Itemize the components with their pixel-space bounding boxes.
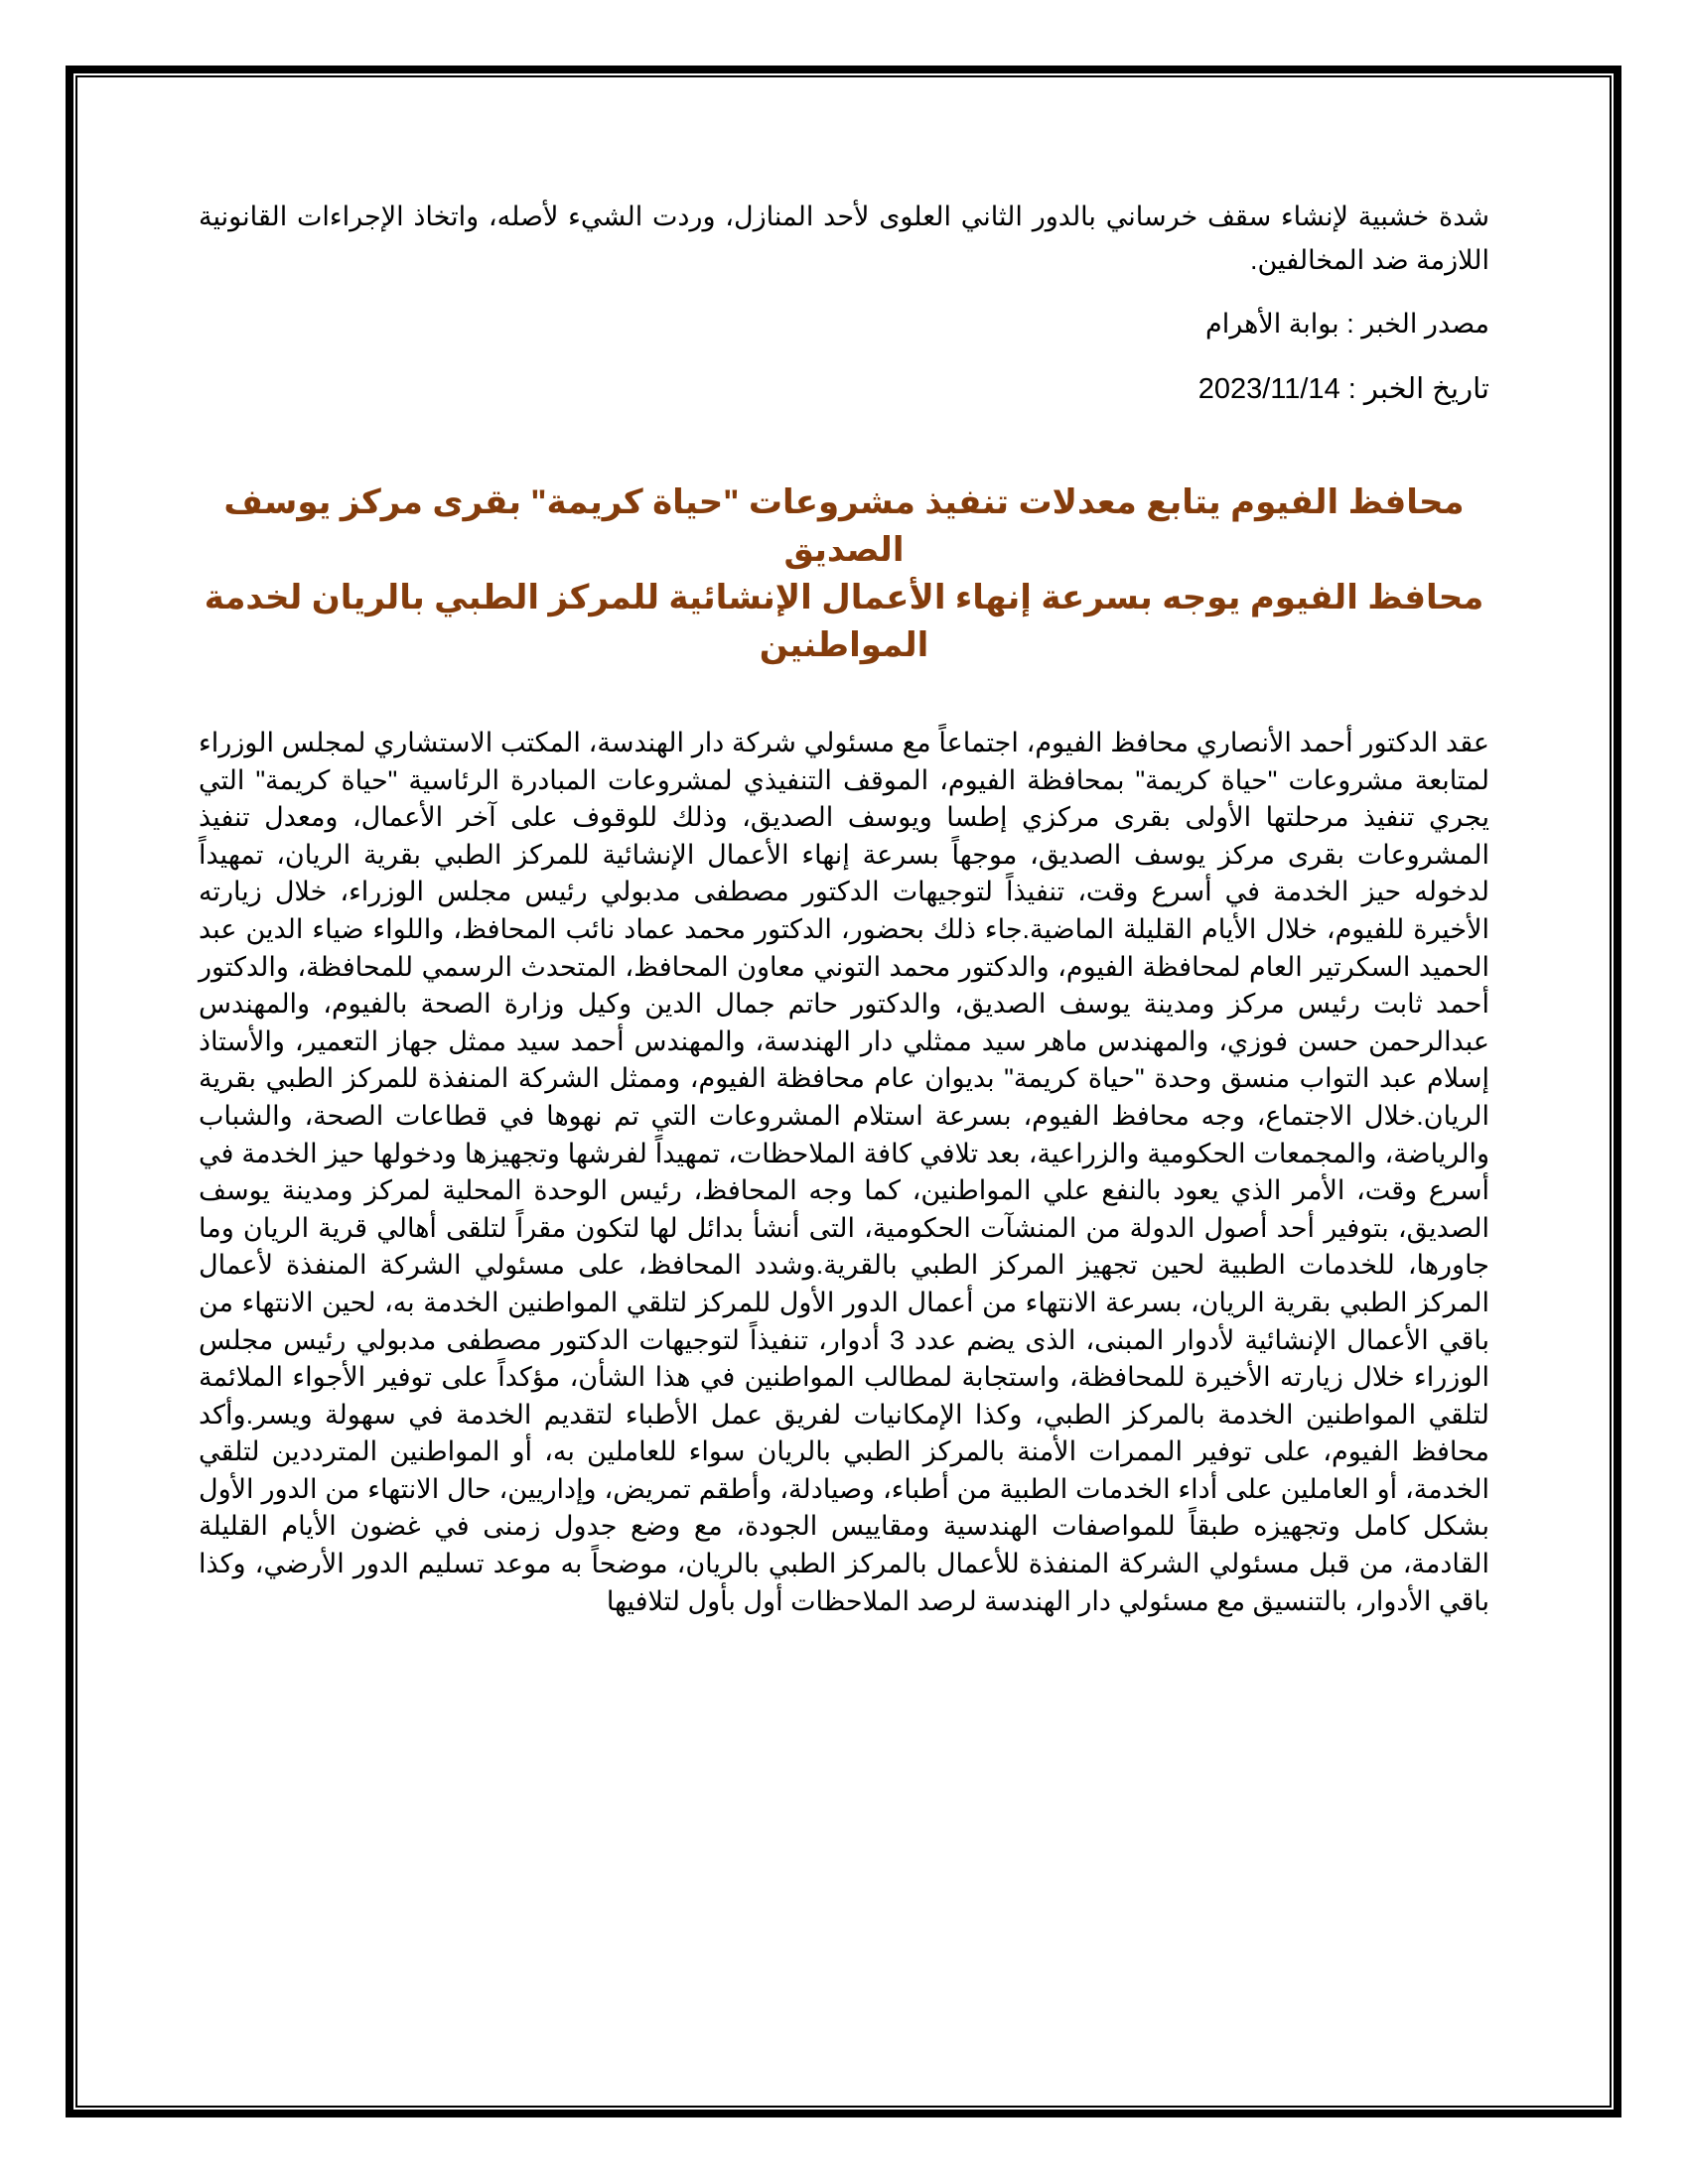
article-headline xyxy=(199,478,1489,669)
news-source: مصدر الخبر : بوابة الأهرام xyxy=(1204,309,1489,339)
news-date: تاريخ الخبر : 2023/11/14 xyxy=(1197,373,1489,405)
intro-paragraph: شدة خشبية لإنشاء سقف خرساني بالدور الثاني العلوى لأحد المنازل، وردت الشيء لأصله، واتخاذ الإجراءات القانونية اللازمة ضد المخالفين. xyxy=(199,202,1489,275)
article-body: عقد الدكتور أحمد الأنصاري محافظ الفيوم، اجتماعاً مع مسئولي شركة دار الهندسة، المكتب الاستشاري لمجلس الوزراء لمتابعة مشروعات "حياة كريمة" بمحافظة الفيوم، الموقف التنفيذي لمشروعات المبادرة الرئاسية "حياة كريمة" التي يجري تنفيذ مرحلتها الأولى بقرى مركزي إطسا ويوسف الصديق، وذلك للوقوف على آخر الأعمال، ومعدل تنفيذ المشروعات بقرى مركز يوسف الصديق، موجهاً بسرعة إنهاء الأعمال الإنشائية للمركز الطبي بقرية الريان، تمهيداً لدخوله حيز الخدمة في أسرع وقت، تنفيذاً لتوجيهات الدكتور مصطفى مدبولي رئيس مجلس الوزراء، خلال زيارته الأخيرة للفيوم، خلال الأيام القليلة الماضية.جاء ذلك بحضور، الدكتور محمد عماد نائب المحافظ، واللواء ضياء الدين عبد الحميد السكرتير العام لمحافظة الفيوم، والدكتور محمد التوني معاون المحافظ، المتحدث الرسمي للمحافظة، والدكتور أحمد ثابت رئيس مركز ومدينة يوسف الصديق، والدكتور حاتم جمال الدين وكيل وزارة الصحة بالفيوم، والمهندس عبدالرحمن حسن فوزي، والمهندس ماهر سيد ممثلي دار الهندسة، والمهندس أحمد سيد ممثل جهاز التعمير، والأستاذ إسلام عبد التواب منسق وحدة "حياة كريمة" بديوان عام محافظة الفيوم، وممثل الشركة المنفذة للمركز الطبي بقرية الريان.خلال الاجتماع، وجه محافظ الفيوم، بسرعة استلام المشروعات التي تم نهوها في قطاعات الصحة، والشباب والرياضة، والمجمعات الحكومية والزراعية، بعد تلافي كافة الملاحظات، تمهيداً لفرشها وتجهيزها ودخولها حيز الخدمة في أسرع وقت، الأمر الذي يعود بالنفع علي المواطنين، كما وجه المحافظ، رئيس الوحدة المحلية لمركز ومدينة يوسف الصديق، بتوفير أحد أصول الدولة من المنشآت الحكومية، التى أنشأ بدائل لها لتكون مقراً لتلقى أهالي قرية الريان وما جاورها، للخدمات الطبية لحين تجهيز المركز الطبي بالقرية.وشدد المحافظ، على مسئولي الشركة المنفذة لأعمال المركز الطبي بقرية الريان، بسرعة الانتهاء من أعمال الدور الأول للمركز لتلقي المواطنين الخدمة به، لحين الانتهاء من باقي الأعمال الإنشائية لأدوار المبنى، الذى يضم عدد 3 أدوار، تنفيذاً لتوجيهات الدكتور مصطفى مدبولي رئيس مجلس الوزراء خلال زيارته الأخيرة للمحافظة، واستجابة لمطالب المواطنين في هذا الشأن، مؤكداً على توفير الأجواء الملائمة لتلقي المواطنين الخدمة بالمركز الطبي، وكذا الإمكانيات لفريق عمل الأطباء لتقديم الخدمة في سهولة ويسر.وأكد محافظ الفيوم، على توفير الممرات الأمنة بالمركز الطبي بالريان سواء للعاملين به، أو المواطنين المترددين لتلقي الخدمة، أو العاملين على أداء الخدمات الطبية من أطباء، وصيادلة، وأطقم تمريض، وإداريين، حال الانتهاء من الدور الأول بشكل كامل وتجهيزه طبقاً للمواصفات الهندسية ومقاييس الجودة، مع وضع جدول زمنى في غضون الأيام القليلة القادمة، من قبل مسئولي الشركة المنفذة للأعمال بالمركز الطبي بالريان، موضحاً به موعد تسليم الدور الأرضي، وكذا باقي الأدوار، بالتنسيق مع مسئولي دار الهندسة لرصد الملاحظات أول بأول لتلافيها xyxy=(199,728,1489,1616)
document-page xyxy=(199,195,1489,1620)
headline-line-2: محافظ الفيوم يوجه بسرعة إنهاء الأعمال الإنشائية للمركز الطبي بالريان لخدمة المواطنين xyxy=(204,579,1484,664)
headline-line-1: محافظ الفيوم يتابع معدلات تنفيذ مشروعات "حياة كريمة" بقرى مركز يوسف الصديق xyxy=(223,483,1465,569)
